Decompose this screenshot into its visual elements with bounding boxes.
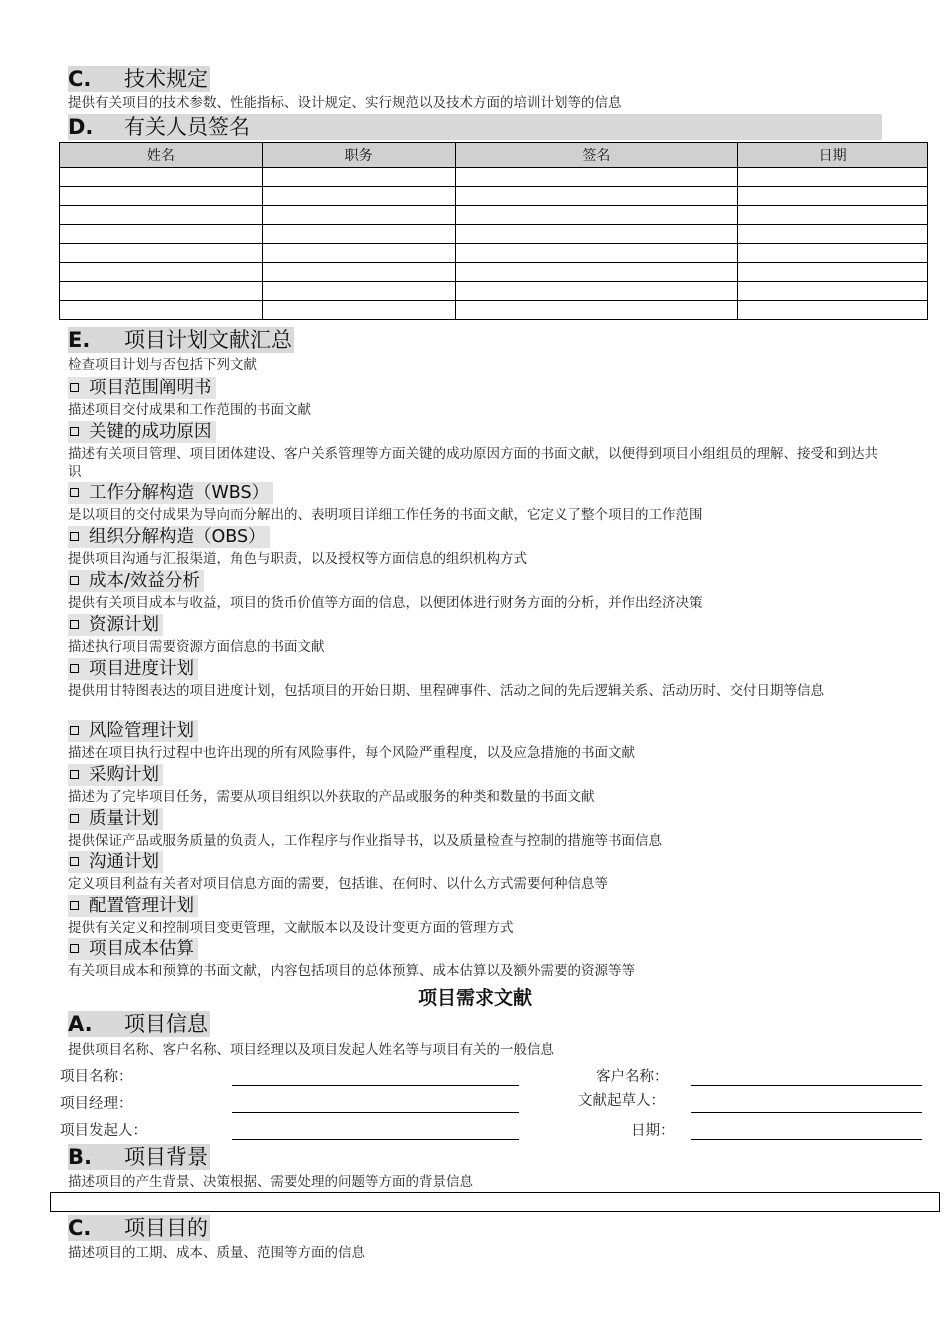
client-name-line[interactable]: [691, 1085, 922, 1086]
section-title: 项目信息: [124, 1012, 208, 1036]
plan-item-heading: [68, 614, 163, 636]
signature-cell-signature[interactable]: [455, 244, 738, 263]
signature-cell-name[interactable]: [60, 263, 263, 282]
section-letter: A.: [68, 1012, 93, 1036]
section-heading-objective: [68, 1215, 210, 1241]
section-title: 技术规定: [124, 67, 208, 91]
plan-item-heading: [68, 808, 163, 830]
signature-cell-position[interactable]: [262, 187, 455, 206]
signature-cell-name[interactable]: [60, 225, 263, 244]
plan-item-heading: [68, 377, 216, 399]
checkbox-icon[interactable]: [70, 814, 79, 823]
plan-item-heading: [68, 570, 204, 592]
checkbox-icon[interactable]: [70, 770, 79, 779]
section-desc-plan-docs: 检查项目计划与否包括下列文献: [68, 357, 257, 373]
section-heading-background: [68, 1144, 210, 1170]
plan-item-desc: 描述执行项目需要资源方面信息的书面文献: [68, 639, 325, 655]
signature-cell-date[interactable]: [738, 168, 928, 187]
date-label: 日期：: [631, 1123, 675, 1139]
signature-row: [60, 187, 928, 206]
signature-cell-name[interactable]: [60, 168, 263, 187]
plan-item-title: 项目范围阐明书: [89, 378, 212, 398]
signature-cell-date[interactable]: [738, 263, 928, 282]
plan-item-title: 项目进度计划: [89, 659, 194, 679]
section-desc-tech-spec: 提供有关项目的技术参数、性能指标、设计规定、实行规范以及技术方面的培训计划等的信息: [68, 95, 622, 111]
doc-drafter-label: 文献起草人：: [578, 1093, 665, 1109]
section-letter: C.: [68, 67, 92, 91]
checkbox-icon[interactable]: [70, 427, 79, 436]
document-title: 项目需求文献: [417, 987, 532, 1009]
section-letter: E.: [68, 328, 91, 352]
checkbox-icon[interactable]: [70, 664, 79, 673]
section-desc-objective: 描述项目的工期、成本、质量、范围等方面的信息: [68, 1245, 365, 1261]
signature-row: [60, 282, 928, 301]
signature-cell-date[interactable]: [738, 225, 928, 244]
signature-cell-signature[interactable]: [455, 168, 738, 187]
signature-cell-signature[interactable]: [455, 301, 738, 320]
plan-item-title: 项目成本估算: [89, 939, 194, 959]
signature-cell-name[interactable]: [60, 244, 263, 263]
signature-cell-date[interactable]: [738, 301, 928, 320]
plan-item-heading: [68, 720, 198, 742]
signature-cell-position[interactable]: [262, 206, 455, 225]
project-name-label: 项目名称：: [60, 1069, 133, 1085]
plan-item-title: 质量计划: [89, 809, 159, 829]
signature-cell-position[interactable]: [262, 168, 455, 187]
doc-drafter-line[interactable]: [691, 1112, 922, 1113]
plan-item-desc: 有关项目成本和预算的书面文献，内容包括项目的总体预算、成本估算以及额外需要的资源等等: [68, 963, 635, 979]
plan-item-title: 资源计划: [89, 615, 159, 635]
plan-item-heading: [68, 764, 163, 786]
checkbox-icon[interactable]: [70, 532, 79, 541]
client-name-label: 客户名称：: [596, 1069, 669, 1085]
checkbox-icon[interactable]: [70, 726, 79, 735]
signature-cell-position[interactable]: [262, 244, 455, 263]
signature-cell-position[interactable]: [262, 263, 455, 282]
plan-item-desc: 提供项目沟通与汇报渠道，角色与职责，以及授权等方面信息的组织机构方式: [68, 551, 527, 567]
signature-cell-date[interactable]: [738, 206, 928, 225]
signature-cell-date[interactable]: [738, 187, 928, 206]
section-letter: C.: [68, 1216, 92, 1240]
signature-cell-name[interactable]: [60, 187, 263, 206]
signature-cell-signature[interactable]: [455, 282, 738, 301]
checkbox-icon[interactable]: [70, 857, 79, 866]
plan-item-heading: [68, 658, 198, 680]
signature-cell-date[interactable]: [738, 244, 928, 263]
signature-row: [60, 263, 928, 282]
checkbox-icon[interactable]: [70, 383, 79, 392]
signature-row: [60, 225, 928, 244]
date-line[interactable]: [691, 1139, 922, 1140]
section-letter: D.: [68, 115, 94, 139]
section-heading-project-info: [68, 1011, 210, 1037]
section-heading-tech-spec: [68, 66, 210, 92]
signature-row: [60, 206, 928, 225]
signature-cell-date[interactable]: [738, 282, 928, 301]
checkbox-icon[interactable]: [70, 944, 79, 953]
plan-item-desc: 描述为了完毕项目任务，需要从项目组织以外获取的产品或服务的种类和数量的书面文献: [68, 789, 595, 805]
plan-item-title: 组织分解构造（OBS）: [89, 527, 266, 547]
project-sponsor-label: 项目发起人：: [60, 1123, 147, 1139]
plan-item-heading: [68, 421, 216, 443]
signature-row: [60, 301, 928, 320]
plan-item-desc: 提供用甘特图表达的项目进度计划，包括项目的开始日期、里程碑事件、活动之间的先后逻辑关系、活动历时、交付日期等信息: [68, 683, 824, 699]
section-title: 项目背景: [124, 1145, 208, 1169]
section-title: 项目计划文献汇总: [124, 328, 292, 352]
plan-item-title: 关键的成功原因: [89, 422, 212, 442]
signature-cell-name[interactable]: [60, 282, 263, 301]
column-header-position: 职务: [262, 143, 455, 168]
checkbox-icon[interactable]: [70, 901, 79, 910]
signature-table-header: [60, 143, 928, 168]
plan-item-heading: [68, 526, 270, 548]
section-letter: B.: [68, 1145, 92, 1169]
signature-cell-name[interactable]: [60, 206, 263, 225]
plan-item-desc: 描述有关项目管理、项目团体建设、客户关系管理等方面关键的成功原因方面的书面文献，以便得到项目小组组员的理解、接受和到达共识: [68, 446, 878, 480]
column-header-name: 姓名: [60, 143, 263, 168]
section-desc-background: 描述项目的产生背景、决策根据、需要处理的问题等方面的背景信息: [68, 1174, 473, 1190]
plan-item-title: 成本/效益分析: [89, 571, 200, 591]
plan-item-title: 采购计划: [89, 765, 159, 785]
signature-cell-name[interactable]: [60, 301, 263, 320]
checkbox-icon[interactable]: [70, 576, 79, 585]
section-desc-project-info: 提供项目名称、客户名称、项目经理以及项目发起人姓名等与项目有关的一般信息: [68, 1042, 554, 1058]
plan-item-desc: 定义项目利益有关者对项目信息方面的需要，包括谁、在何时、以什么方式需要何种信息等: [68, 876, 608, 892]
plan-item-desc: 提供有关项目成本与收益，项目的货币价值等方面的信息，以便团体进行财务方面的分析，并作出经济决策: [68, 595, 703, 611]
plan-item-title: 工作分解构造（WBS）: [89, 483, 270, 503]
signature-cell-position[interactable]: [262, 225, 455, 244]
section-title: 有关人员签名: [124, 115, 250, 139]
checkbox-icon[interactable]: [70, 620, 79, 629]
signature-cell-position[interactable]: [262, 282, 455, 301]
plan-item-desc: 提供保证产品或服务质量的负责人，工作程序与作业指导书，以及质量检查与控制的措施等书面信息: [68, 833, 662, 849]
signature-cell-signature[interactable]: [455, 206, 738, 225]
plan-item-heading: [68, 482, 273, 504]
plan-item-desc: 描述项目交付成果和工作范围的书面文献: [68, 402, 311, 418]
plan-item-heading: [68, 895, 198, 917]
column-header-signature: 签名: [455, 143, 738, 168]
checkbox-icon[interactable]: [70, 488, 79, 497]
project-manager-label: 项目经理：: [60, 1096, 133, 1112]
signature-cell-signature[interactable]: [455, 263, 738, 282]
signature-cell-position[interactable]: [262, 301, 455, 320]
project-sponsor-line[interactable]: [232, 1139, 519, 1140]
signature-cell-signature[interactable]: [455, 187, 738, 206]
project-manager-line[interactable]: [232, 1112, 519, 1113]
plan-item-heading: [68, 938, 198, 960]
plan-item-title: 配置管理计划: [89, 896, 194, 916]
signature-row: [60, 244, 928, 263]
plan-item-desc: 提供有关定义和控制项目变更管理，文献版本以及设计变更方面的管理方式: [68, 920, 514, 936]
signature-table: [59, 142, 928, 320]
signature-cell-signature[interactable]: [455, 225, 738, 244]
plan-item-desc: 描述在项目执行过程中也许出现的所有风险事件，每个风险严重程度，以及应急措施的书面文献: [68, 745, 635, 761]
section-heading-signatures: [68, 114, 882, 140]
section-heading-plan-docs: [68, 327, 294, 353]
plan-item-title: 风险管理计划: [89, 721, 194, 741]
section-title: 项目目的: [124, 1216, 208, 1240]
plan-item-heading: [68, 851, 163, 873]
project-name-line[interactable]: [232, 1085, 519, 1086]
signature-row: [60, 168, 928, 187]
background-input-box[interactable]: [50, 1192, 940, 1212]
column-header-date: 日期: [738, 143, 928, 168]
plan-item-title: 沟通计划: [89, 852, 159, 872]
plan-item-desc: 是以项目的交付成果为导向而分解出的、表明项目详细工作任务的书面文献，它定义了整个项目的工作范围: [68, 507, 703, 523]
